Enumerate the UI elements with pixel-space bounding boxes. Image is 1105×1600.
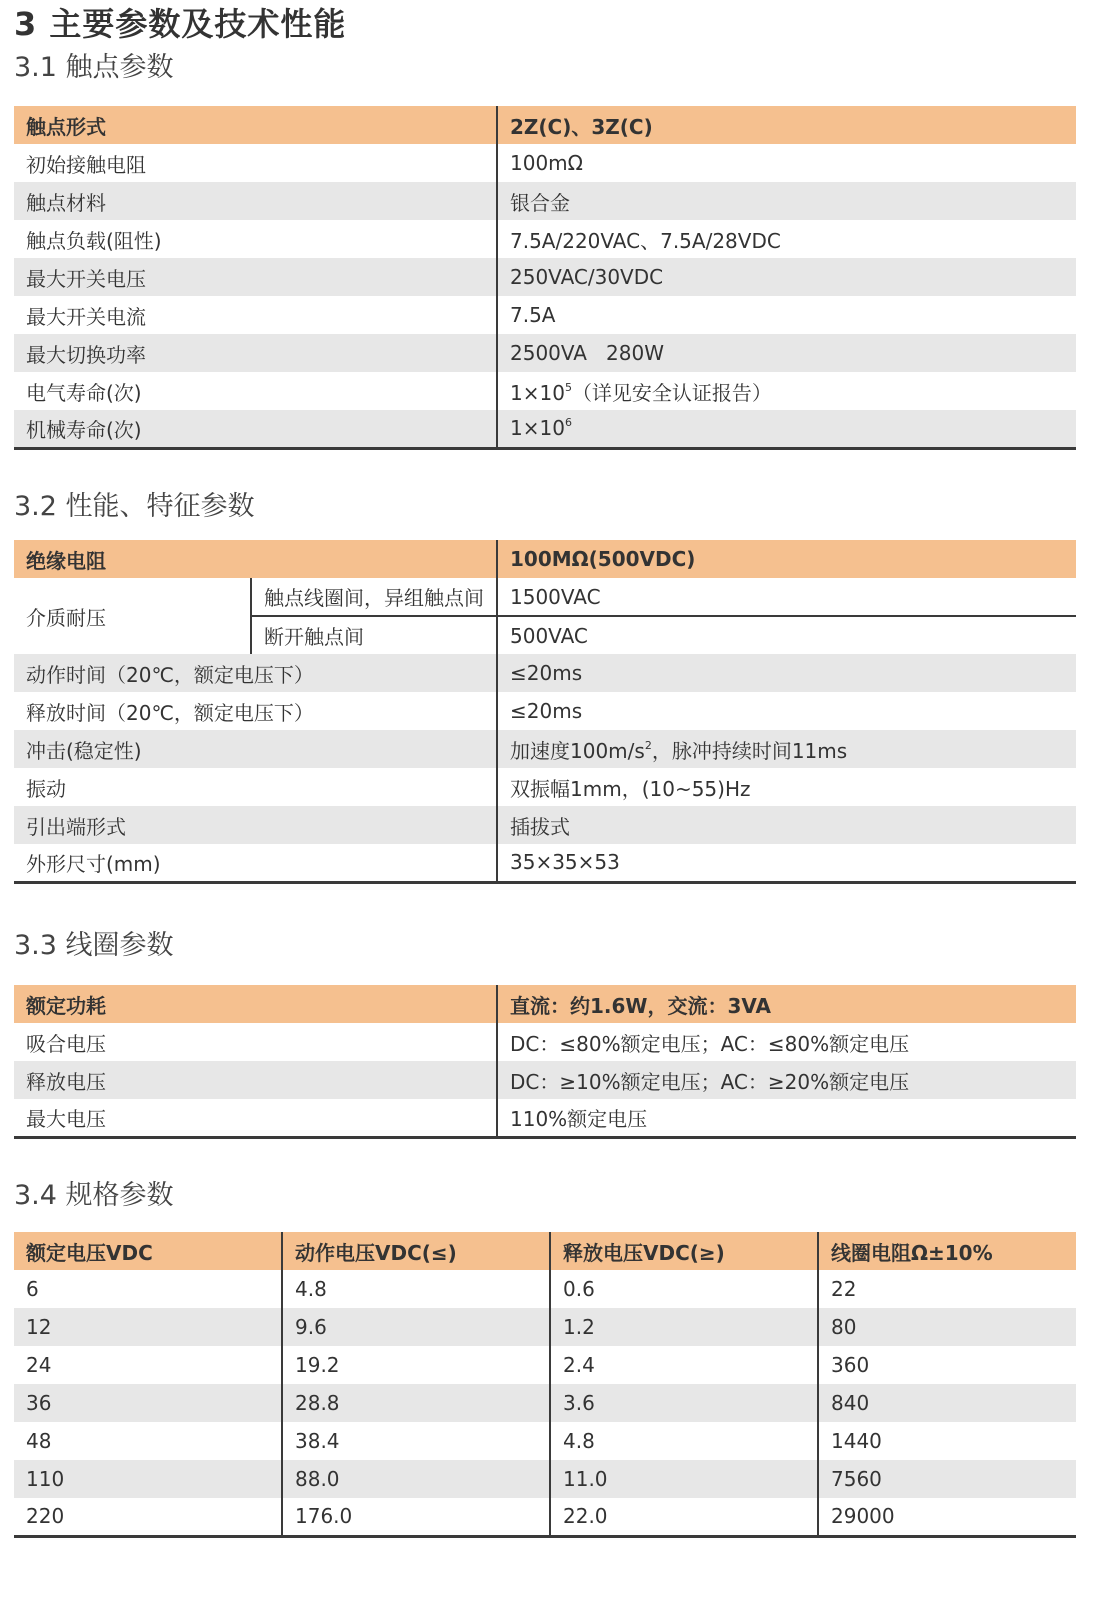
param-value [497,410,1076,448]
table-cell: 220 [14,1498,282,1536]
section-heading-contact: 3.1 触点参数 [14,52,174,83]
performance-params-table [14,540,1076,884]
table-cell: 1440 [818,1422,1076,1460]
table-cell: 2.4 [550,1346,818,1384]
coil-params-table [14,985,1076,1139]
table-cell: 19.2 [282,1346,550,1384]
spec-params-table [14,1232,1076,1538]
section-heading-spec: 3.4 规格参数 [14,1180,174,1211]
table-cell: 6 [14,1270,282,1308]
param-value: DC：≤80%额定电压；AC：≤80%额定电压 [497,1023,1076,1061]
table-cell: 1.2 [550,1308,818,1346]
param-value: 7.5A [497,296,1076,334]
table-row [14,410,1076,448]
page-title: 3 主要参数及技术性能 [14,5,347,43]
value-text: ，脉冲持续时间11ms [651,738,848,763]
table-cell: 0.6 [550,1270,818,1308]
value-exponent: 2 [644,738,652,752]
value-exponent: 5 [564,380,572,394]
table-cell: 29000 [818,1498,1076,1536]
table-cell: 840 [818,1384,1076,1422]
value-note: （详见安全认证报告） [571,380,772,405]
param-label: 引出端形式 [14,806,497,844]
table-cell: 88.0 [282,1460,550,1498]
param-sublabel: 触点线圈间，异组触点间 [251,578,497,616]
param-label: 触点负载(阻性) [14,220,497,258]
table-row [14,730,1076,768]
param-label: 触点材料 [14,182,497,220]
table-row [14,1270,1076,1308]
header-cell: 释放电压VDC(≥) [550,1232,818,1270]
table-header-row [14,106,1076,144]
table-row [14,372,1076,410]
header-cell: 直流：约1.6W，交流：3VA [497,985,1076,1023]
table-cell: 360 [818,1346,1076,1384]
table-cell: 176.0 [282,1498,550,1536]
param-label: 动作时间（20℃，额定电压下） [14,654,497,692]
table-cell: 80 [818,1308,1076,1346]
table-cell: 28.8 [282,1384,550,1422]
param-value: 双振幅1mm，(10~55)Hz [497,768,1076,806]
param-label: 冲击(稳定性) [14,730,497,768]
header-cell: 动作电压VDC(≤) [282,1232,550,1270]
param-value: 250VAC/30VDC [497,258,1076,296]
section-heading-coil: 3.3 线圈参数 [14,930,174,961]
section-heading-performance: 3.2 性能、特征参数 [14,491,255,522]
table-row [14,1384,1076,1422]
table-row [14,1308,1076,1346]
table-cell: 4.8 [550,1422,818,1460]
param-label: 振动 [14,768,497,806]
table-row [14,1061,1076,1099]
header-cell: 触点形式 [14,106,497,144]
table-cell: 9.6 [282,1308,550,1346]
table-cell: 36 [14,1384,282,1422]
param-value: 7.5A/220VAC、7.5A/28VDC [497,220,1076,258]
table-cell: 11.0 [550,1460,818,1498]
param-label: 最大切换功率 [14,334,497,372]
param-label: 外形尺寸(mm) [14,844,497,882]
header-cell: 绝缘电阻 [14,540,497,578]
table-row [14,220,1076,258]
table-cell: 3.6 [550,1384,818,1422]
table-row [14,654,1076,692]
table-cell: 24 [14,1346,282,1384]
table-row [14,1023,1076,1061]
table-cell: 4.8 [282,1270,550,1308]
param-label: 初始接触电阻 [14,144,497,182]
param-label: 释放时间（20℃，额定电压下） [14,692,497,730]
table-cell: 38.4 [282,1422,550,1460]
param-value [497,730,1076,768]
header-cell: 额定功耗 [14,985,497,1023]
table-row [14,144,1076,182]
param-label: 吸合电压 [14,1023,497,1061]
table-row [14,1099,1076,1137]
table-row [14,692,1076,730]
table-row [14,296,1076,334]
param-label: 机械寿命(次) [14,410,497,448]
table-row [14,334,1076,372]
table-header-row [14,985,1076,1023]
param-value: DC：≥10%额定电压；AC：≥20%额定电压 [497,1061,1076,1099]
param-sublabel: 断开触点间 [251,616,497,654]
header-cell: 100MΩ(500VDC) [497,540,1076,578]
table-header-row [14,1232,1076,1270]
param-value: ≤20ms [497,654,1076,692]
param-value: 银合金 [497,182,1076,220]
table-cell: 48 [14,1422,282,1460]
param-label: 释放电压 [14,1061,497,1099]
table-row [14,258,1076,296]
param-label: 最大电压 [14,1099,497,1137]
param-label: 介质耐压 [14,578,251,654]
table-row [14,1346,1076,1384]
table-cell: 22 [818,1270,1076,1308]
value-text: 加速度100m/s [510,738,645,763]
table-row [14,182,1076,220]
table-row [14,768,1076,806]
param-value: 1500VAC [497,578,1076,616]
header-cell: 额定电压VDC [14,1232,282,1270]
table-row [14,578,1076,616]
value-base: 1×10 [510,416,565,441]
param-value: 500VAC [497,616,1076,654]
table-row [14,844,1076,882]
param-label: 最大开关电压 [14,258,497,296]
table-row [14,1422,1076,1460]
param-value: 2500VA 280W [497,334,1076,372]
header-cell: 2Z(C)、3Z(C) [497,106,1076,144]
param-value: 35×35×53 [497,844,1076,882]
param-value: 100mΩ [497,144,1076,182]
param-value [497,372,1076,410]
table-row [14,1460,1076,1498]
table-cell: 12 [14,1308,282,1346]
table-cell: 7560 [818,1460,1076,1498]
table-cell: 22.0 [550,1498,818,1536]
param-label: 最大开关电流 [14,296,497,334]
param-label: 电气寿命(次) [14,372,497,410]
table-row [14,1498,1076,1536]
value-exponent: 6 [564,416,572,430]
value-base: 1×10 [510,380,565,405]
table-row [14,806,1076,844]
header-cell: 线圈电阻Ω±10% [818,1232,1076,1270]
table-cell: 110 [14,1460,282,1498]
param-value: 插拔式 [497,806,1076,844]
param-value: ≤20ms [497,692,1076,730]
contact-params-table [14,106,1076,450]
table-header-row [14,540,1076,578]
param-value: 110%额定电压 [497,1099,1076,1137]
